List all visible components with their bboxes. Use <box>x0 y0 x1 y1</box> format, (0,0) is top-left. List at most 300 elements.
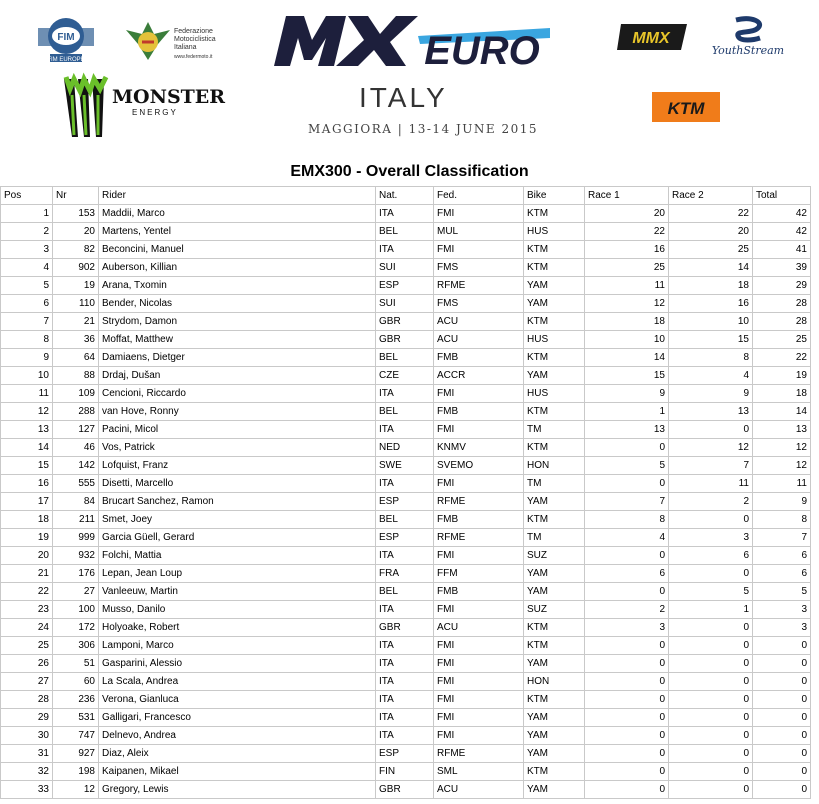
cell-fed: RFME <box>434 745 524 763</box>
cell-fed: FMI <box>434 601 524 619</box>
cell-rider: Smet, Joey <box>99 511 376 529</box>
cell-nr: 172 <box>53 619 99 637</box>
table-row <box>1 691 811 709</box>
table-header-row <box>1 187 811 205</box>
cell-race1: 0 <box>585 655 669 673</box>
cell-race2: 6 <box>669 547 753 565</box>
cell-rider: La Scala, Andrea <box>99 673 376 691</box>
cell-race2: 1 <box>669 601 753 619</box>
cell-nr: 88 <box>53 367 99 385</box>
cell-pos: 11 <box>1 385 53 403</box>
table-row <box>1 277 811 295</box>
col-header-nat: Nat. <box>376 187 434 205</box>
cell-pos: 2 <box>1 223 53 241</box>
cell-fed: RFME <box>434 277 524 295</box>
col-header-fed: Fed. <box>434 187 524 205</box>
cell-nr: 27 <box>53 583 99 601</box>
table-row <box>1 727 811 745</box>
cell-race2: 11 <box>669 475 753 493</box>
cell-pos: 25 <box>1 637 53 655</box>
cell-total: 22 <box>753 349 811 367</box>
cell-total: 39 <box>753 259 811 277</box>
cell-nat: ITA <box>376 475 434 493</box>
cell-rider: Lofquist, Franz <box>99 457 376 475</box>
cell-rider: Cencioni, Riccardo <box>99 385 376 403</box>
cell-bike: KTM <box>524 619 585 637</box>
cell-race2: 0 <box>669 421 753 439</box>
cell-pos: 17 <box>1 493 53 511</box>
cell-total: 0 <box>753 655 811 673</box>
table-row <box>1 403 811 421</box>
cell-pos: 8 <box>1 331 53 349</box>
cell-race1: 14 <box>585 349 669 367</box>
cell-nat: SUI <box>376 295 434 313</box>
cell-total: 18 <box>753 385 811 403</box>
cell-nat: ESP <box>376 277 434 295</box>
cell-nr: 51 <box>53 655 99 673</box>
col-header-pos: Pos <box>1 187 53 205</box>
cell-race1: 10 <box>585 331 669 349</box>
table-row <box>1 295 811 313</box>
cell-fed: FMB <box>434 349 524 367</box>
event-country: ITALY <box>359 82 448 113</box>
cell-fed: ACU <box>434 313 524 331</box>
cell-bike: KTM <box>524 205 585 223</box>
cell-total: 8 <box>753 511 811 529</box>
cell-rider: Beconcini, Manuel <box>99 241 376 259</box>
cell-total: 0 <box>753 709 811 727</box>
cell-race1: 2 <box>585 601 669 619</box>
cell-total: 0 <box>753 727 811 745</box>
table-row <box>1 205 811 223</box>
cell-fed: FMI <box>434 475 524 493</box>
cell-fed: FMI <box>434 385 524 403</box>
cell-rider: Vanleeuw, Martin <box>99 583 376 601</box>
cell-total: 29 <box>753 277 811 295</box>
cell-fed: ACCR <box>434 367 524 385</box>
cell-pos: 27 <box>1 673 53 691</box>
cell-bike: HUS <box>524 385 585 403</box>
fmi-name <box>174 28 216 52</box>
cell-nr: 902 <box>53 259 99 277</box>
cell-race2: 4 <box>669 367 753 385</box>
cell-race1: 1 <box>585 403 669 421</box>
table-row <box>1 223 811 241</box>
table-row <box>1 313 811 331</box>
cell-nat: GBR <box>376 619 434 637</box>
classification-table <box>0 186 811 799</box>
cell-nat: FRA <box>376 565 434 583</box>
table-row <box>1 619 811 637</box>
cell-bike: KTM <box>524 637 585 655</box>
cell-bike: SUZ <box>524 601 585 619</box>
cell-total: 12 <box>753 439 811 457</box>
cell-rider: Auberson, Killian <box>99 259 376 277</box>
cell-pos: 28 <box>1 691 53 709</box>
monster-word: MONSTER <box>112 86 226 108</box>
cell-rider: Arana, Txomin <box>99 277 376 295</box>
cell-total: 0 <box>753 763 811 781</box>
cell-race2: 0 <box>669 763 753 781</box>
cell-bike: HON <box>524 673 585 691</box>
cell-nr: 142 <box>53 457 99 475</box>
fmi-line-2: Motociclistica <box>174 36 216 43</box>
cell-rider: Musso, Danilo <box>99 601 376 619</box>
table-row <box>1 529 811 547</box>
cell-pos: 23 <box>1 601 53 619</box>
cell-race2: 0 <box>669 511 753 529</box>
youthstream-word: YouthStream <box>711 44 785 57</box>
table-row <box>1 709 811 727</box>
cell-nat: ESP <box>376 529 434 547</box>
cell-rider: Gregory, Lewis <box>99 781 376 799</box>
cell-race2: 2 <box>669 493 753 511</box>
cell-fed: MUL <box>434 223 524 241</box>
cell-bike: YAM <box>524 709 585 727</box>
cell-race2: 5 <box>669 583 753 601</box>
cell-race2: 0 <box>669 637 753 655</box>
cell-nat: ESP <box>376 493 434 511</box>
cell-bike: TM <box>524 475 585 493</box>
fmi-url: www.federmoto.it <box>174 54 213 60</box>
cell-total: 25 <box>753 331 811 349</box>
cell-race1: 0 <box>585 727 669 745</box>
cell-nr: 60 <box>53 673 99 691</box>
cell-total: 0 <box>753 745 811 763</box>
fim-europe-logo <box>38 14 94 66</box>
cell-race1: 0 <box>585 781 669 799</box>
cell-race2: 0 <box>669 709 753 727</box>
cell-rider: Moffat, Matthew <box>99 331 376 349</box>
cell-race1: 0 <box>585 637 669 655</box>
cell-nr: 110 <box>53 295 99 313</box>
cell-nat: ITA <box>376 637 434 655</box>
cell-nat: ITA <box>376 709 434 727</box>
table-row <box>1 475 811 493</box>
cell-nat: FIN <box>376 763 434 781</box>
table-row <box>1 259 811 277</box>
cell-nr: 927 <box>53 745 99 763</box>
cell-nr: 153 <box>53 205 99 223</box>
cell-race1: 25 <box>585 259 669 277</box>
cell-rider: Vos, Patrick <box>99 439 376 457</box>
cell-total: 0 <box>753 673 811 691</box>
cell-nr: 531 <box>53 709 99 727</box>
cell-pos: 10 <box>1 367 53 385</box>
cell-nat: GBR <box>376 313 434 331</box>
table-row <box>1 493 811 511</box>
cell-nat: ITA <box>376 691 434 709</box>
cell-nat: BEL <box>376 349 434 367</box>
cell-fed: FFM <box>434 565 524 583</box>
cell-race2: 15 <box>669 331 753 349</box>
cell-nr: 306 <box>53 637 99 655</box>
cell-nat: ESP <box>376 745 434 763</box>
cell-fed: FMI <box>434 421 524 439</box>
page-title: EMX300 - Overall Classification <box>290 163 529 180</box>
cell-total: 3 <box>753 619 811 637</box>
cell-bike: HUS <box>524 223 585 241</box>
cell-race2: 16 <box>669 295 753 313</box>
fmi-line-3: Italiana <box>174 44 197 51</box>
cell-pos: 20 <box>1 547 53 565</box>
cell-bike: KTM <box>524 349 585 367</box>
cell-total: 28 <box>753 313 811 331</box>
cell-total: 3 <box>753 601 811 619</box>
cell-race1: 0 <box>585 547 669 565</box>
cell-rider: Garcia Güell, Gerard <box>99 529 376 547</box>
table-row <box>1 565 811 583</box>
cell-race1: 0 <box>585 691 669 709</box>
cell-nr: 100 <box>53 601 99 619</box>
cell-nr: 211 <box>53 511 99 529</box>
cell-rider: Diaz, Aleix <box>99 745 376 763</box>
cell-nat: BEL <box>376 403 434 421</box>
cell-nr: 999 <box>53 529 99 547</box>
cell-rider: Brucart Sanchez, Ramon <box>99 493 376 511</box>
table-row <box>1 601 811 619</box>
cell-rider: Galligari, Francesco <box>99 709 376 727</box>
cell-pos: 21 <box>1 565 53 583</box>
col-header-rider: Rider <box>99 187 376 205</box>
cell-fed: FMI <box>434 547 524 565</box>
cell-race1: 0 <box>585 709 669 727</box>
cell-bike: HON <box>524 457 585 475</box>
mxeuro-logo <box>268 10 550 73</box>
col-header-total: Total <box>753 187 811 205</box>
cell-race2: 18 <box>669 277 753 295</box>
cell-pos: 16 <box>1 475 53 493</box>
cell-nat: CZE <box>376 367 434 385</box>
cell-race2: 12 <box>669 439 753 457</box>
cell-race1: 22 <box>585 223 669 241</box>
table-row <box>1 673 811 691</box>
cell-bike: SUZ <box>524 547 585 565</box>
cell-race1: 0 <box>585 763 669 781</box>
cell-total: 14 <box>753 403 811 421</box>
header <box>0 0 819 150</box>
cell-nr: 932 <box>53 547 99 565</box>
table-row <box>1 583 811 601</box>
fmi-logo <box>124 20 172 62</box>
cell-race2: 13 <box>669 403 753 421</box>
table-row <box>1 331 811 349</box>
cell-race1: 5 <box>585 457 669 475</box>
cell-fed: FMI <box>434 241 524 259</box>
cell-rider: van Hove, Ronny <box>99 403 376 421</box>
cell-pos: 29 <box>1 709 53 727</box>
cell-bike: KTM <box>524 259 585 277</box>
cell-pos: 26 <box>1 655 53 673</box>
cell-nat: GBR <box>376 781 434 799</box>
cell-rider: Folchi, Mattia <box>99 547 376 565</box>
cell-fed: FMS <box>434 295 524 313</box>
cell-rider: Kaipanen, Mikael <box>99 763 376 781</box>
cell-rider: Strydom, Damon <box>99 313 376 331</box>
cell-total: 0 <box>753 781 811 799</box>
cell-nat: ITA <box>376 727 434 745</box>
cell-race1: 3 <box>585 619 669 637</box>
cell-bike: HUS <box>524 331 585 349</box>
table-row <box>1 241 811 259</box>
table-row <box>1 745 811 763</box>
table-row <box>1 511 811 529</box>
fmi-line-1: Federazione <box>174 28 213 35</box>
cell-fed: FMI <box>434 727 524 745</box>
cell-nat: GBR <box>376 331 434 349</box>
cell-bike: YAM <box>524 295 585 313</box>
cell-nat: ITA <box>376 673 434 691</box>
cell-fed: FMI <box>434 637 524 655</box>
cell-fed: SVEMO <box>434 457 524 475</box>
cell-race2: 3 <box>669 529 753 547</box>
cell-pos: 12 <box>1 403 53 421</box>
cell-nr: 46 <box>53 439 99 457</box>
cell-race1: 0 <box>585 475 669 493</box>
cell-race1: 18 <box>585 313 669 331</box>
cell-fed: FMB <box>434 511 524 529</box>
cell-nr: 288 <box>53 403 99 421</box>
cell-rider: Gasparini, Alessio <box>99 655 376 673</box>
cell-nr: 236 <box>53 691 99 709</box>
cell-nr: 84 <box>53 493 99 511</box>
cell-bike: KTM <box>524 763 585 781</box>
cell-race1: 13 <box>585 421 669 439</box>
cell-pos: 24 <box>1 619 53 637</box>
cell-bike: YAM <box>524 565 585 583</box>
cell-rider: Holyoake, Robert <box>99 619 376 637</box>
cell-pos: 19 <box>1 529 53 547</box>
cell-pos: 30 <box>1 727 53 745</box>
cell-rider: Delnevo, Andrea <box>99 727 376 745</box>
cell-race1: 8 <box>585 511 669 529</box>
cell-total: 13 <box>753 421 811 439</box>
cell-race2: 0 <box>669 727 753 745</box>
cell-fed: FMB <box>434 403 524 421</box>
table-row <box>1 421 811 439</box>
youthstream-logo <box>708 16 788 62</box>
cell-nat: ITA <box>376 421 434 439</box>
cell-fed: FMI <box>434 709 524 727</box>
table-row <box>1 349 811 367</box>
cell-bike: TM <box>524 421 585 439</box>
cell-nat: ITA <box>376 241 434 259</box>
cell-total: 0 <box>753 691 811 709</box>
cell-total: 41 <box>753 241 811 259</box>
cell-fed: FMI <box>434 205 524 223</box>
cell-pos: 1 <box>1 205 53 223</box>
cell-race2: 0 <box>669 655 753 673</box>
cell-fed: FMS <box>434 259 524 277</box>
cell-nr: 176 <box>53 565 99 583</box>
mmx-word: MMX <box>632 30 670 47</box>
cell-rider: Bender, Nicolas <box>99 295 376 313</box>
fim-logo-text: FIM <box>57 32 75 43</box>
cell-race2: 25 <box>669 241 753 259</box>
cell-fed: ACU <box>434 331 524 349</box>
cell-total: 42 <box>753 223 811 241</box>
cell-total: 5 <box>753 583 811 601</box>
cell-rider: Lepan, Jean Loup <box>99 565 376 583</box>
cell-nat: ITA <box>376 601 434 619</box>
cell-nat: ITA <box>376 655 434 673</box>
cell-bike: YAM <box>524 277 585 295</box>
cell-rider: Verona, Gianluca <box>99 691 376 709</box>
cell-rider: Martens, Yentel <box>99 223 376 241</box>
cell-pos: 13 <box>1 421 53 439</box>
cell-bike: YAM <box>524 367 585 385</box>
cell-rider: Lamponi, Marco <box>99 637 376 655</box>
cell-bike: KTM <box>524 511 585 529</box>
cell-bike: KTM <box>524 403 585 421</box>
cell-nat: BEL <box>376 223 434 241</box>
cell-total: 9 <box>753 493 811 511</box>
cell-nr: 12 <box>53 781 99 799</box>
cell-pos: 4 <box>1 259 53 277</box>
cell-race1: 11 <box>585 277 669 295</box>
cell-nat: BEL <box>376 511 434 529</box>
ktm-logo <box>652 92 720 122</box>
cell-race2: 0 <box>669 565 753 583</box>
event-dates: MAGGIORA | 13-14 JUNE 2015 <box>308 122 539 136</box>
cell-nr: 127 <box>53 421 99 439</box>
cell-fed: RFME <box>434 493 524 511</box>
cell-race1: 0 <box>585 439 669 457</box>
cell-fed: RFME <box>434 529 524 547</box>
cell-rider: Damiaens, Dietger <box>99 349 376 367</box>
cell-pos: 32 <box>1 763 53 781</box>
table-row <box>1 637 811 655</box>
cell-race2: 9 <box>669 385 753 403</box>
cell-race1: 4 <box>585 529 669 547</box>
cell-nr: 747 <box>53 727 99 745</box>
cell-fed: ACU <box>434 619 524 637</box>
cell-race1: 0 <box>585 583 669 601</box>
cell-pos: 22 <box>1 583 53 601</box>
cell-nr: 36 <box>53 331 99 349</box>
cell-fed: ACU <box>434 781 524 799</box>
cell-race2: 7 <box>669 457 753 475</box>
cell-race2: 14 <box>669 259 753 277</box>
cell-race1: 0 <box>585 745 669 763</box>
cell-race1: 15 <box>585 367 669 385</box>
cell-race1: 20 <box>585 205 669 223</box>
cell-fed: FMB <box>434 583 524 601</box>
table-row <box>1 367 811 385</box>
cell-fed: FMI <box>434 655 524 673</box>
cell-bike: YAM <box>524 745 585 763</box>
cell-nat: ITA <box>376 547 434 565</box>
cell-nat: SWE <box>376 457 434 475</box>
cell-race2: 22 <box>669 205 753 223</box>
cell-race2: 0 <box>669 673 753 691</box>
cell-race1: 9 <box>585 385 669 403</box>
cell-pos: 7 <box>1 313 53 331</box>
cell-rider: Pacini, Micol <box>99 421 376 439</box>
cell-total: 6 <box>753 547 811 565</box>
cell-race1: 6 <box>585 565 669 583</box>
cell-nr: 20 <box>53 223 99 241</box>
cell-pos: 9 <box>1 349 53 367</box>
cell-total: 28 <box>753 295 811 313</box>
col-header-race1: Race 1 <box>585 187 669 205</box>
table-row <box>1 763 811 781</box>
cell-total: 12 <box>753 457 811 475</box>
cell-race2: 0 <box>669 691 753 709</box>
col-header-race2: Race 2 <box>669 187 753 205</box>
cell-race2: 10 <box>669 313 753 331</box>
cell-rider: Disetti, Marcello <box>99 475 376 493</box>
